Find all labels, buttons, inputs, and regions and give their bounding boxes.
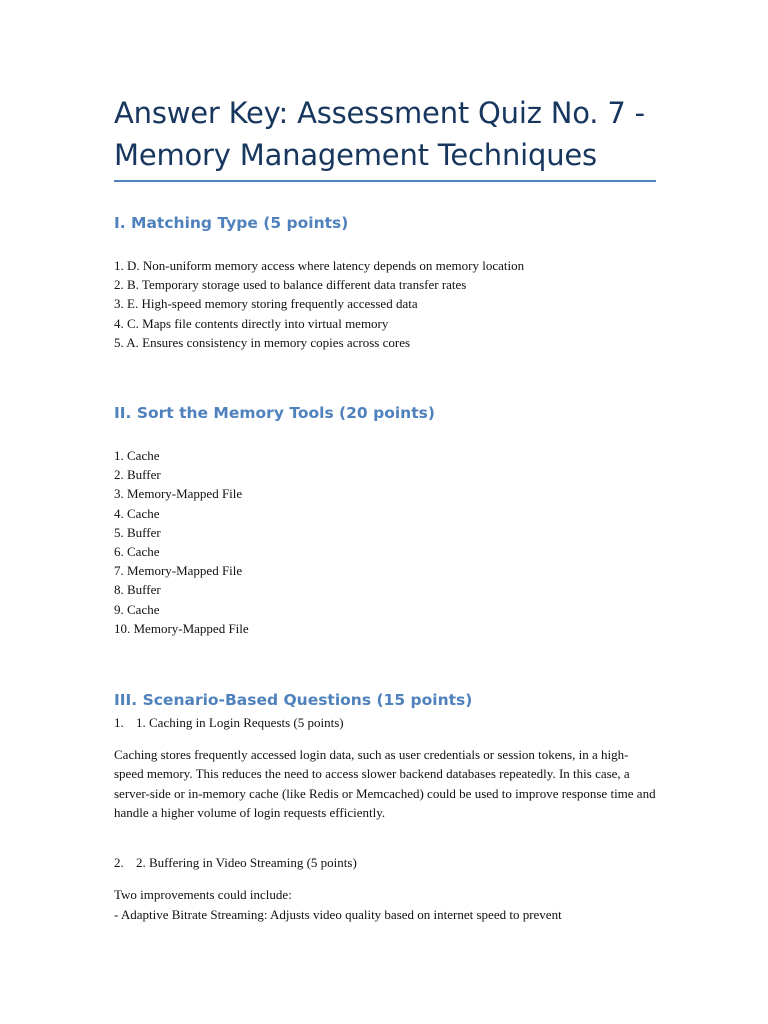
section-heading-scenario: III. Scenario-Based Questions (15 points) xyxy=(114,691,473,709)
list-item: 6. Cache xyxy=(114,544,160,560)
matching-answers-list xyxy=(114,256,524,352)
question-1-answer: Caching stores frequently accessed login data, such as user credentials or session tokens, in a high-speed memory. This reduces the need to access slower backend databases repeatedly. In this case, a server-side or in-memory cache (like Redis or Memcached) could be used to improve response time and handle a higher volume of login requests efficiently. xyxy=(114,747,656,821)
list-item: 1. Cache xyxy=(114,448,160,463)
section-heading-matching: I. Matching Type (5 points) xyxy=(114,214,349,232)
title-underline xyxy=(114,180,656,182)
section-heading-sort: II. Sort the Memory Tools (20 points) xyxy=(114,404,435,422)
question-2-label xyxy=(114,853,357,872)
question-1-label xyxy=(114,713,344,732)
list-item: 4. C. Maps file contents directly into virtual memory xyxy=(114,315,389,331)
list-item: 5. Buffer xyxy=(114,524,161,540)
document-title: Answer Key: Assessment Quiz No. 7 - Memory Management Techniques xyxy=(114,96,645,172)
list-item: 10. Memory-Mapped File xyxy=(114,620,249,636)
list-item: 1. D. Non-uniform memory access where latency depends on memory location xyxy=(114,258,525,273)
sort-answers-list xyxy=(114,446,249,638)
list-item: 5. A. Ensures consistency in memory copies across cores xyxy=(114,334,411,350)
question-title: 1. Caching in Login Requests (5 points) xyxy=(136,715,344,730)
question-number: 1. xyxy=(114,715,124,730)
question-2-answer-intro: Two improvements could include: xyxy=(114,887,292,902)
list-item: 9. Cache xyxy=(114,601,160,617)
question-number: 2. xyxy=(114,855,124,870)
list-item: 2. Buffer xyxy=(114,467,161,483)
list-item: 7. Memory-Mapped File xyxy=(114,563,243,579)
list-item: 8. Buffer xyxy=(114,582,161,598)
question-title: 2. Buffering in Video Streaming (5 points) xyxy=(136,855,357,870)
list-item: 3. E. High-speed memory storing frequently accessed data xyxy=(114,296,418,312)
question-2-answer-line: - Adaptive Bitrate Streaming: Adjusts video quality based on internet speed to prevent xyxy=(114,907,562,922)
list-item: 3. Memory-Mapped File xyxy=(114,486,243,502)
list-item: 2. B. Temporary storage used to balance different data transfer rates xyxy=(114,277,467,293)
list-item: 4. Cache xyxy=(114,505,160,521)
